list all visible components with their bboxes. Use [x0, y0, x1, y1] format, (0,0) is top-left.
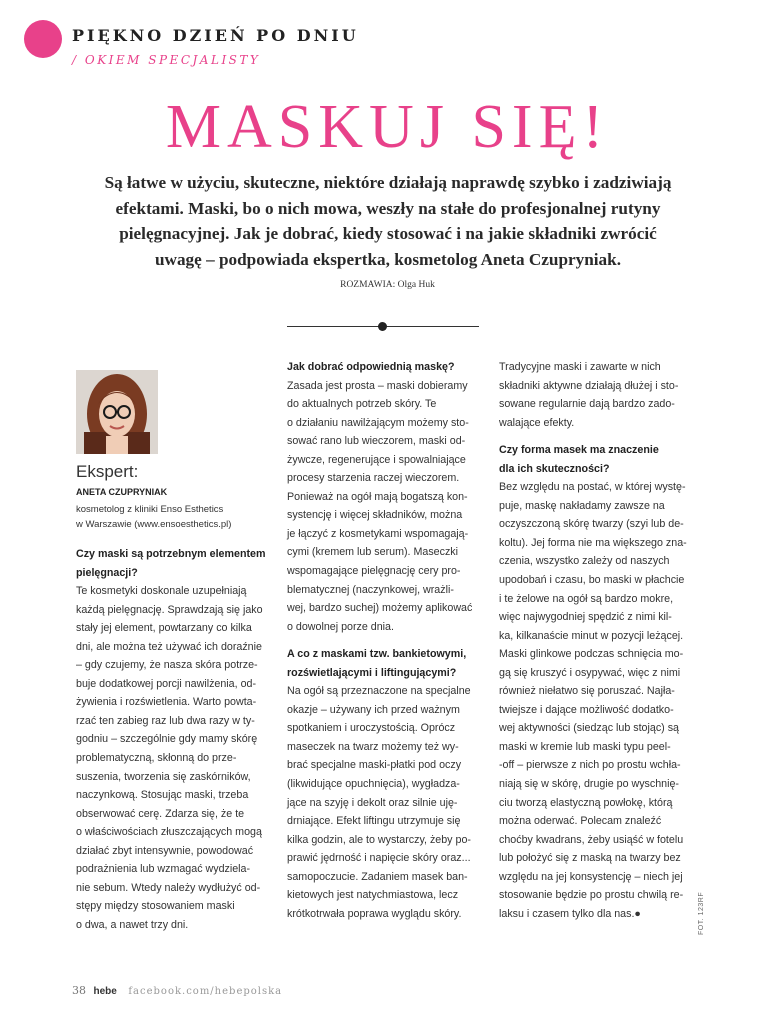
body-line: więc najwygodniej spędzić z nimi kil- — [499, 611, 672, 624]
body-line: Ponieważ na ogół mają bogatszą kon- — [287, 490, 468, 503]
body-line: również niełatwo się poruszać. Najła- — [499, 685, 675, 698]
body-line: stały jej element, powtarzany co kilka — [76, 622, 252, 635]
body-line: maseczek na twarz możemy też wy- — [287, 740, 459, 753]
section-rubric: PIĘKNO DZIEŃ PO DNIU — [72, 26, 359, 45]
question-line: A co z maskami tzw. bankietowymi, — [287, 648, 467, 661]
question-line: pielęgnacji? — [76, 566, 138, 579]
body-line: ciu tworzą elastyczną powłokę, którą — [499, 796, 673, 809]
body-line: (likwidujące opuchnięcia), wygładza- — [287, 778, 460, 791]
body-line: problematyczną, skłonną do prze- — [76, 752, 237, 765]
body-line: krótkotrwała poprawa wyglądu skóry. — [287, 907, 462, 920]
question-line: dla ich skuteczności? — [499, 462, 610, 475]
body-line: dni, ale można też używać ich doraźnie — [76, 640, 262, 653]
body-line: upodobań i czasu, bo maski w płachcie — [499, 574, 685, 587]
body-line: Na ogół są przeznaczone na specjalne — [287, 685, 471, 698]
body-line: podrażnienia lub wzmagać wydziela- — [76, 863, 251, 876]
body-line: laksu i czasem tylko dla nas.● — [499, 907, 641, 920]
body-line: Tradycyjne maski i zawarte w nich — [499, 361, 661, 373]
expert-photo — [76, 370, 158, 454]
body-line: buje dodatkowej porcji nawilżenia, od- — [76, 677, 257, 690]
body-line: działać zbyt intensywnie, powodować — [76, 844, 254, 857]
body-line: godniu – szczególnie gdy mamy skórę — [76, 733, 258, 746]
body-line: żywienia i rozświetlenia. Warto powta- — [76, 696, 257, 709]
expert-desc-line: kosmetolog z kliniki Enso Esthetics — [76, 504, 224, 515]
body-line: walające efekty. — [499, 416, 575, 429]
body-line: koltu). Jej forma nie ma większego zna- — [499, 536, 687, 549]
body-line: ka, kilkanaście minut w pozycji leżącej. — [499, 629, 684, 642]
body-line: stępy między stosowaniem maski — [76, 900, 235, 913]
brand-logo: hebe — [93, 986, 117, 997]
article-lead — [92, 170, 684, 272]
body-line: o dwa, a nawet trzy dni. — [76, 918, 189, 931]
body-line: do aktualnych potrzeb skóry. Te — [287, 398, 437, 411]
photo-credit: FOT. 123RF — [698, 891, 705, 935]
expert-desc-line: w Warszawie (www.ensoesthetics.pl) — [76, 519, 232, 530]
body-line: puje, maskę nakładamy zawsze na — [499, 499, 665, 512]
lead-line: efektami. Maski, bo o nich mowa, weszły na stałe do profesjonalnej rutyny — [115, 198, 661, 218]
body-line: Maski glinkowe podczas schnięcia mo- — [499, 648, 684, 661]
body-line: składniki aktywne działają dłużej i sto- — [499, 379, 679, 392]
article-column-1 — [76, 545, 269, 934]
article-column-3 — [499, 358, 692, 923]
body-line: prawić jędrność i napięcie skóry oraz... — [287, 852, 471, 865]
question-line: Czy forma masek ma znaczenie — [499, 444, 659, 457]
body-line: obserwować cerę. Zdarza się, że te — [76, 807, 245, 820]
body-line: spotkaniem i uroczystością. Oprócz — [287, 722, 456, 735]
body-line: rzać ten zabieg raz lub dwa razy w ty- — [76, 714, 255, 727]
body-line: i te żelowe na ogół są bardzo mokre, — [499, 592, 674, 605]
body-line: Te kosmetyki doskonale uzupełniają — [76, 585, 247, 598]
question-line: Czy maski są potrzebnym elementem — [76, 548, 266, 560]
body-line: samopoczucie. Zadaniem masek ban- — [287, 870, 468, 883]
expert-portrait-image — [76, 370, 158, 454]
lead-line: Są łatwe w użyciu, skuteczne, niektóre działają naprawdę szybko i zadziwiają — [104, 173, 672, 192]
body-line: – gdy czujemy, że nasza skóra potrze- — [76, 659, 258, 672]
article-byline: ROZMAWIA: Olga Huk — [340, 280, 435, 290]
body-line: o działaniu nawilżającym możemy sto- — [287, 416, 469, 429]
page-number: 38 — [72, 984, 86, 997]
paragraph-gap — [287, 636, 480, 645]
body-line: systencję i więcej składników, można — [287, 509, 463, 522]
body-line: -off – pierwsze z nich po prostu wchła- — [499, 759, 681, 772]
expert-name: ANETA CZUPRYNIAK — [76, 487, 168, 497]
body-line: wej, bardzo suchej) możemy aplikować — [287, 602, 473, 615]
body-line: stosowanie będzie po prostu chwilą re- — [499, 889, 684, 902]
body-line: okazje – używany ich przed ważnym — [287, 703, 460, 716]
social-link[interactable]: facebook.com/hebepolska — [128, 986, 283, 997]
body-line: je łączyć z kosmetykami wspomagają- — [287, 527, 469, 540]
body-line: niają się w skórę, drugie po wyschnię- — [499, 778, 679, 791]
body-line: cymi (kremem lub serum). Maseczki — [287, 546, 459, 559]
question-line: rozświetlającymi i liftingującymi? — [287, 666, 457, 679]
body-line: blematycznej (naczynkowej, wrażli- — [287, 583, 454, 596]
body-line: suszenia, tworzenia się zaskórników, — [76, 770, 251, 783]
body-line: Bez względu na postać, w której wystę- — [499, 481, 686, 494]
section-dot — [24, 20, 62, 58]
body-line: względu na jej konsystencję – niech jej — [499, 870, 683, 883]
body-line: brać specjalne maski-płatki pod oczy — [287, 759, 462, 772]
body-line: żywcze, regenerujące i spowalniające — [287, 453, 466, 466]
body-line: czenia, wszystko zależy od naszych — [499, 555, 670, 568]
page-footer — [72, 984, 282, 997]
lead-line: uwagę – podpowiada ekspertka, kosmetolog Aneta Czupryniak. — [154, 249, 622, 269]
body-line: choćby kwadrans, żeby usiąść w fotelu — [499, 833, 684, 846]
section-subrubric: / OKIEM SPECJALISTY — [72, 53, 261, 67]
body-line: procesy starzenia raczej wieczorem. — [287, 472, 460, 485]
expert-label: Ekspert: — [76, 462, 139, 481]
body-line: każdą pielęgnację. Sprawdzają się jako — [76, 603, 263, 616]
body-line: maski w kremie lub maski typu peel- — [499, 740, 671, 753]
article-title: MASKUJ SIĘ! — [165, 93, 610, 161]
body-line: Zasada jest prosta – maski dobieramy — [287, 379, 468, 392]
article-column-2 — [287, 358, 480, 923]
body-line: wej aktywności (siedząc lub stojąc) są — [499, 722, 679, 735]
body-line: nie sebum. Wtedy należy wydłużyć od- — [76, 881, 261, 894]
question-line: Jak dobrać odpowiednią maskę? — [287, 361, 455, 373]
body-line: o dowolnej porze dnia. — [287, 620, 394, 633]
body-line: gą się kruszyć i osypywać, więc z nimi — [499, 666, 681, 679]
body-line: kilka godzin, ale to wystarczy, żeby po- — [287, 833, 471, 846]
body-line: drniające. Efekt liftingu utrzymuje się — [287, 815, 461, 828]
body-line: sowane regularnie dają bardzo zado- — [499, 398, 675, 411]
body-line: kietowych jest natychmiastowa, lecz — [287, 889, 459, 902]
body-line: oczyszczoną skórę twarzy (szyi lub de- — [499, 518, 684, 531]
body-line: lub położyć się z maską na twarzy bez — [499, 852, 681, 865]
body-line: sować rano lub wieczorem, maski od- — [287, 435, 466, 448]
body-line: wspomagające pielęgnację cery pro- — [287, 565, 461, 578]
body-line: twiejsze i dające możliwość dodatko- — [499, 703, 674, 716]
divider-dot — [378, 322, 387, 331]
expert-description — [76, 502, 276, 532]
body-line: o właściwościach złuszczających mogą — [76, 826, 262, 839]
paragraph-gap — [499, 432, 692, 441]
body-line: naczynkową. Stosując maski, trzeba — [76, 789, 249, 802]
body-line: można oderwać. Polecam znaleźć — [499, 815, 662, 828]
body-line: jące na szyję i dekolt oraz silnie uję- — [287, 796, 458, 809]
lead-line: pielęgnacyjnej. Jak je dobrać, kiedy stosować i na jakie składniki zwrócić — [119, 224, 657, 243]
